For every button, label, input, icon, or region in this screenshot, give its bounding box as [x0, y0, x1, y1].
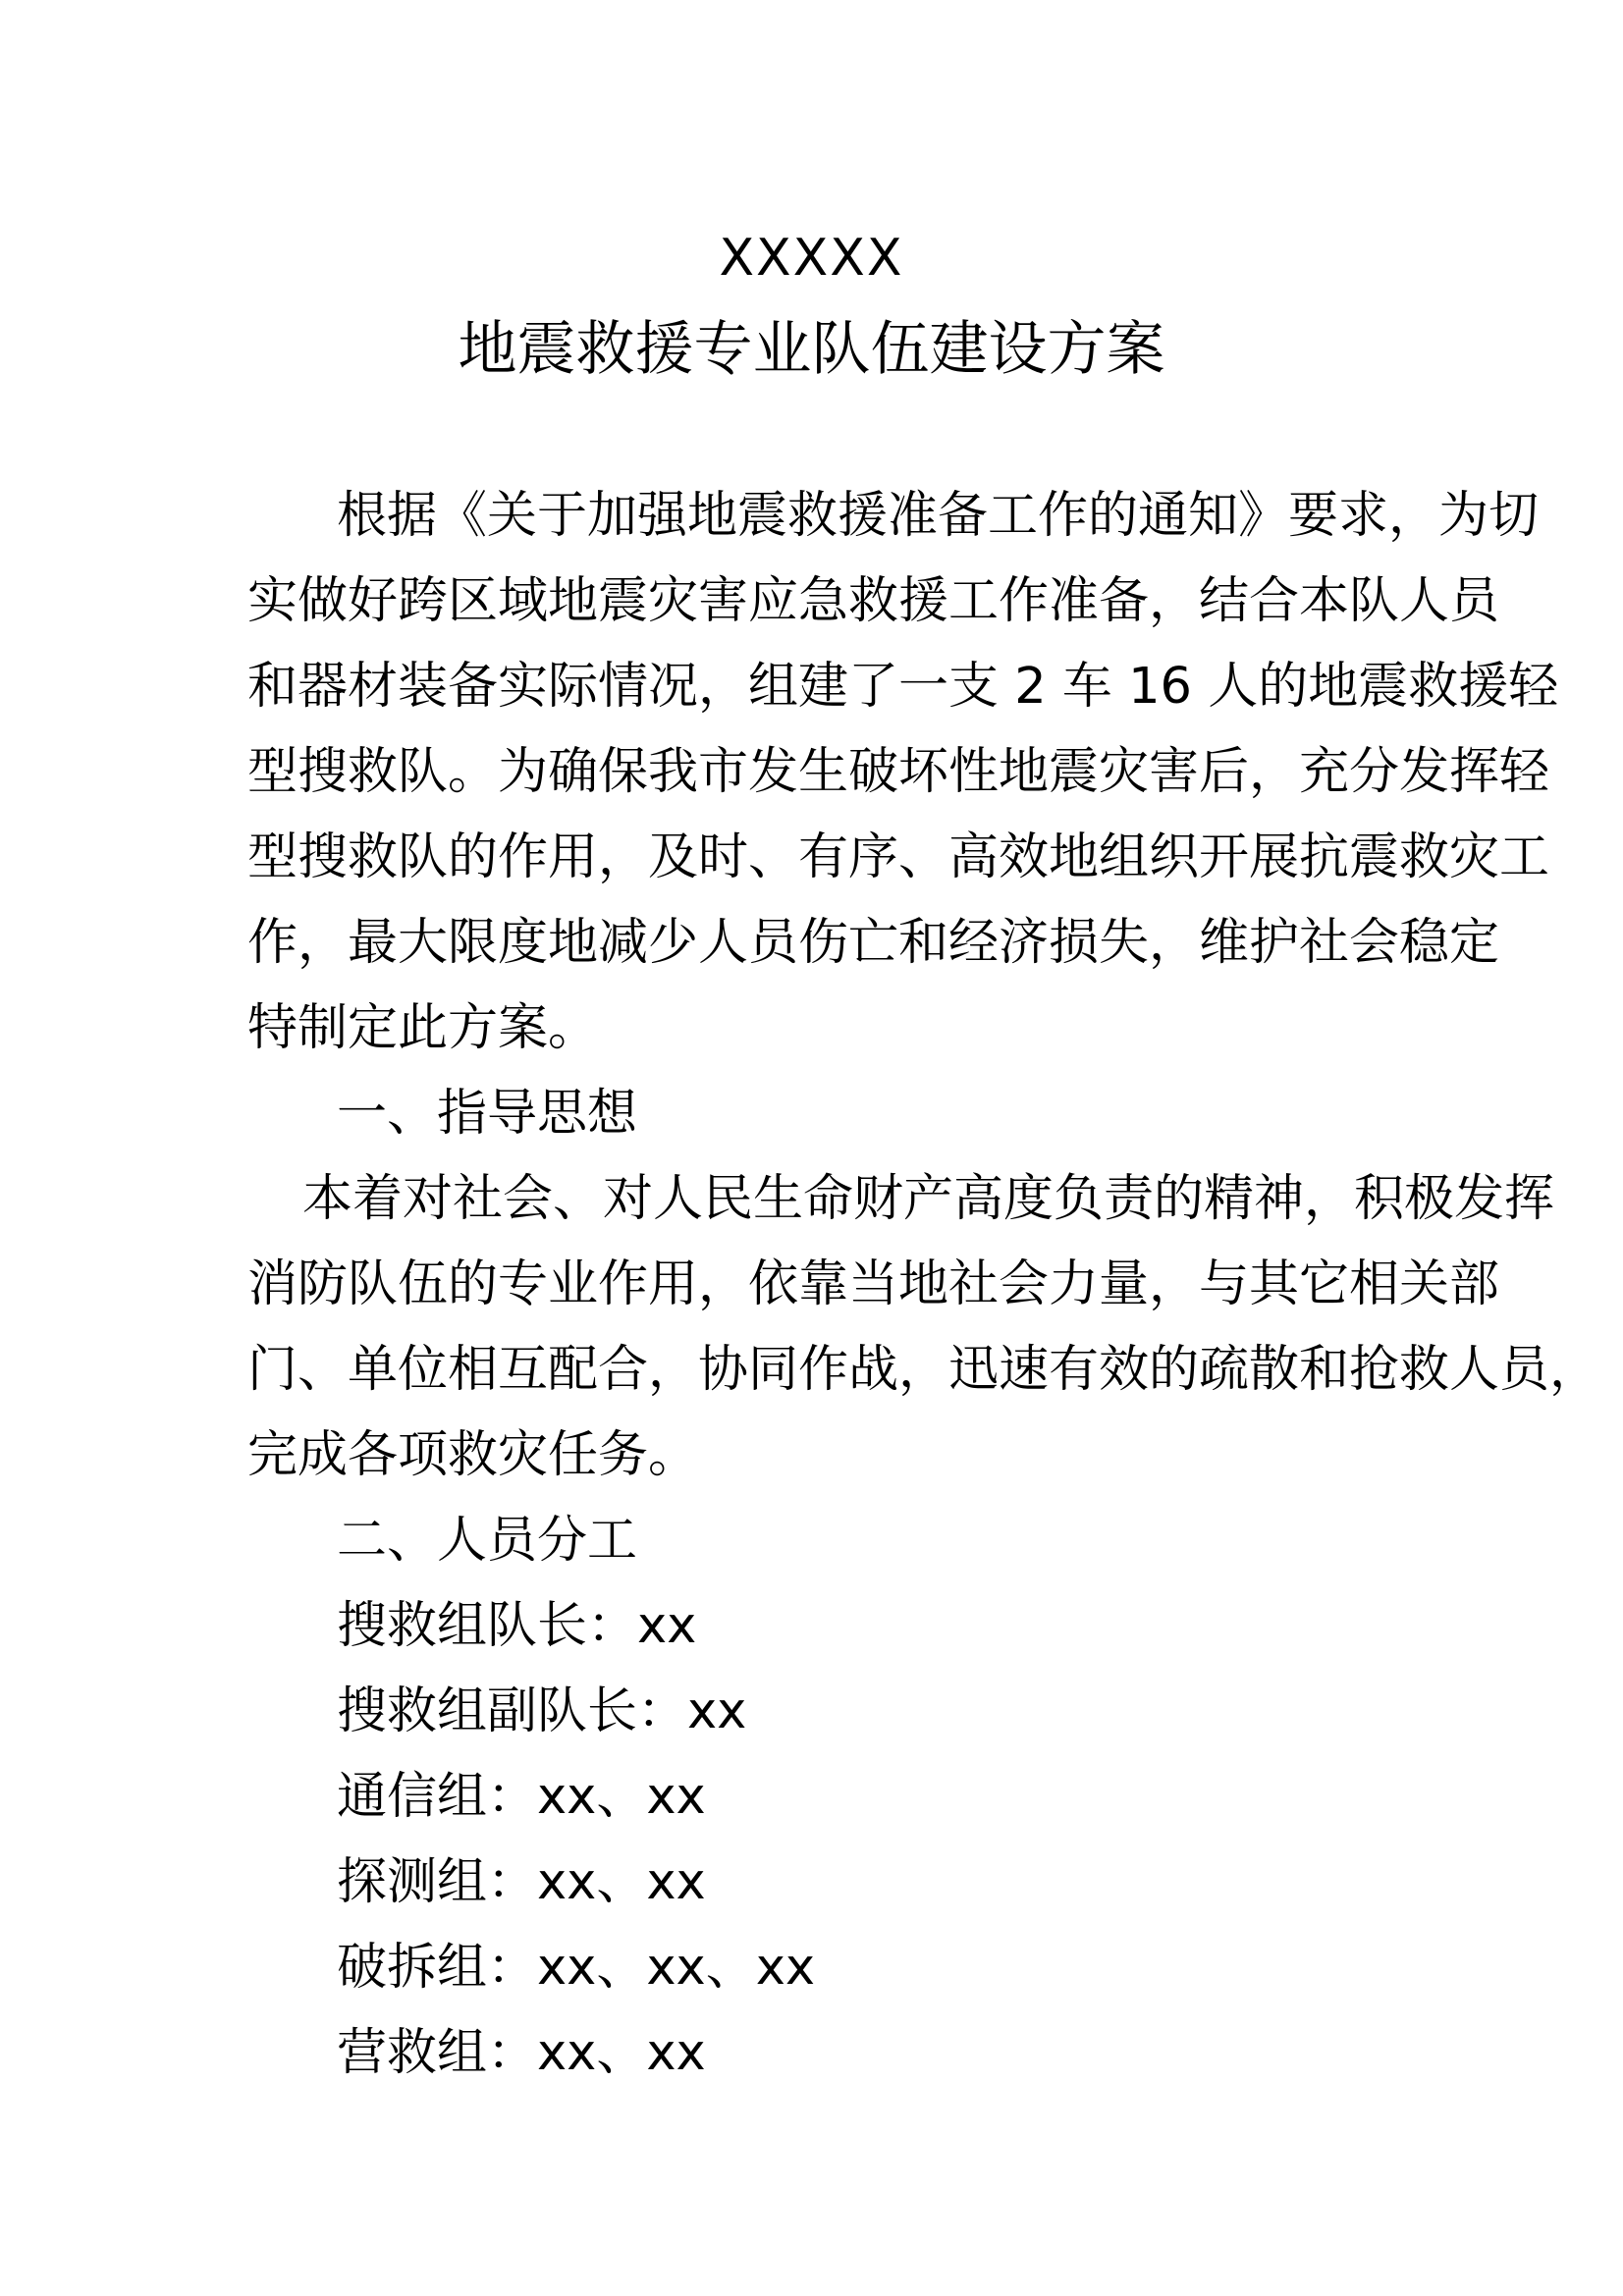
paragraph-line: 型搜救队。为确保我市发生破坏性地震灾害后，充分发挥轻: [247, 743, 1550, 801]
paragraph-line: 根据《关于加强地震救援准备工作的通知》要求，为切: [337, 487, 1540, 545]
paragraph-line: 实做好跨区域地震灾害应急救援工作准备，结合本队人员: [247, 572, 1500, 630]
paragraph-line: 作，最大限度地减少人员伤亡和经济损失，维护社会稳定: [247, 914, 1500, 972]
list-item: 搜救组副队长：xx: [337, 1682, 747, 1740]
list-item: 破拆组：xx、xx、xx: [337, 1939, 816, 1997]
staff-assignment-list: [247, 1583, 1396, 2096]
paragraph-line: 型搜救队的作用，及时、有序、高效地组织开展抗震救灾工: [247, 828, 1550, 886]
paragraph-line: 完成各项救灾任务。: [247, 1426, 699, 1484]
list-item: 搜救组队长：xx: [337, 1597, 697, 1655]
paragraph-line: 本着对社会、对人民生命财产高度负责的精神，积极发挥: [302, 1170, 1555, 1228]
document-title-org: XXXXX: [719, 229, 904, 288]
intro-paragraph: [247, 473, 1559, 1071]
paragraph-line: 消防队伍的专业作用，依靠当地社会力量，与其它相关部: [247, 1255, 1500, 1313]
list-item: 探测组：xx、xx: [337, 1853, 706, 1911]
paragraph-line: 特制定此方案。: [247, 999, 599, 1057]
paragraph-line: 和器材装备实际情况，组建了一支 2 车 16 人的地震救援轻: [247, 658, 1559, 716]
document-body: [247, 473, 1600, 2096]
guiding-principle-paragraph: [247, 1156, 1600, 1498]
list-item: 营救组：xx、xx: [337, 2024, 706, 2082]
paragraph-line: 门、单位相互配合，协同作战，迅速有效的疏散和抢救人员，: [247, 1341, 1600, 1399]
section-heading-guiding-principle: 一、指导思想: [337, 1085, 638, 1143]
document-title: 地震救援专业队伍建设方案: [458, 315, 1165, 384]
list-item: 通信组：xx、xx: [337, 1768, 706, 1826]
section-heading-staff-assignment: 二、人员分工: [337, 1512, 638, 1570]
